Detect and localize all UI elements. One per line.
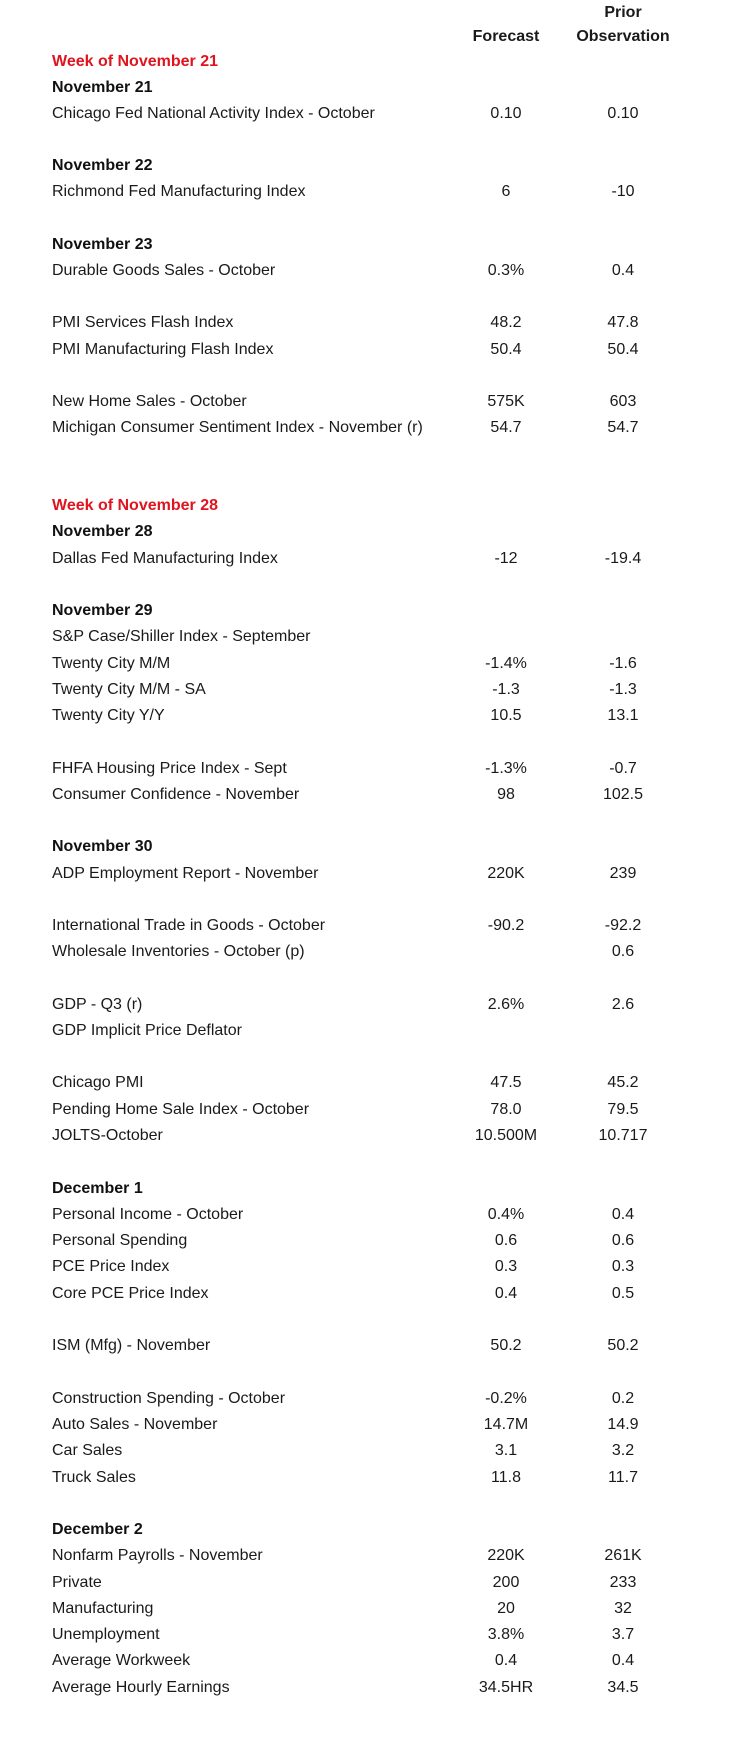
prior-value: 0.6 [611, 1232, 635, 1249]
prior-value: -1.6 [609, 655, 637, 672]
indicator-label: Chicago Fed National Activity Index - October [52, 105, 375, 122]
forecast-value: -12 [494, 550, 518, 567]
date-heading-label: December 1 [52, 1180, 143, 1197]
indicator-row-twenty-city-m-m [0, 655, 731, 679]
indicator-label: Twenty City M/M - SA [52, 681, 206, 698]
indicator-label: Consumer Confidence - November [52, 786, 300, 803]
week-heading-label: Week of November 28 [52, 497, 218, 514]
indicator-label: New Home Sales - October [52, 393, 247, 410]
prior-value: 2.6 [611, 996, 635, 1013]
date-heading-label: November 28 [52, 523, 153, 540]
week-heading-week-of-november-21 [0, 53, 731, 77]
indicator-row-nonfarm-payrolls-november [0, 1547, 731, 1571]
prior-value: 11.7 [608, 1469, 638, 1486]
forecast-value: 6 [501, 183, 511, 200]
prior-value: 0.2 [611, 1390, 635, 1407]
prior-column-header-line1: Prior [604, 4, 642, 21]
date-heading-label: November 22 [52, 157, 153, 174]
date-heading-november-29 [0, 602, 731, 626]
indicator-row-average-workweek [0, 1652, 731, 1676]
indicator-row-international-trade-in-goods-october [0, 917, 731, 941]
prior-value: 603 [609, 393, 637, 410]
indicator-row-jolts-october [0, 1127, 731, 1151]
indicator-label: Chicago PMI [52, 1074, 144, 1091]
forecast-value: 0.4% [487, 1206, 525, 1223]
indicator-label: Core PCE Price Index [52, 1285, 209, 1302]
prior-value: 50.4 [607, 341, 639, 358]
prior-value: -92.2 [604, 917, 642, 934]
indicator-label: ISM (Mfg) - November [52, 1337, 211, 1354]
indicator-row-consumer-confidence-november [0, 786, 731, 810]
prior-value: -0.7 [609, 760, 637, 777]
prior-value: 34.5 [607, 1679, 639, 1696]
forecast-value: 10.500M [474, 1127, 538, 1144]
prior-value: -19.4 [604, 550, 642, 567]
date-heading-november-21 [0, 79, 731, 103]
date-heading-label: November 30 [52, 838, 153, 855]
indicator-row-unemployment [0, 1626, 731, 1650]
date-heading-label: December 2 [52, 1521, 143, 1538]
indicator-row-personal-spending [0, 1232, 731, 1256]
prior-value: 50.2 [607, 1337, 639, 1354]
forecast-value: -0.2% [485, 1390, 527, 1407]
indicator-row-twenty-city-y-y [0, 707, 731, 731]
prior-value: 54.7 [607, 419, 639, 436]
prior-value: 79.5 [607, 1101, 639, 1118]
forecast-value: 0.3% [487, 262, 525, 279]
indicator-row-pmi-manufacturing-flash-index [0, 341, 731, 365]
indicator-row-private [0, 1574, 731, 1598]
prior-value: -10 [611, 183, 635, 200]
date-heading-december-1 [0, 1180, 731, 1204]
indicator-row-new-home-sales-october [0, 393, 731, 417]
indicator-row-auto-sales-november [0, 1416, 731, 1440]
indicator-row-ism-mfg-november [0, 1337, 731, 1361]
indicator-label: JOLTS-October [52, 1127, 163, 1144]
date-heading-november-23 [0, 236, 731, 260]
forecast-value: -1.3 [492, 681, 520, 698]
forecast-value: 0.6 [494, 1232, 518, 1249]
prior-value: 3.2 [611, 1442, 635, 1459]
prior-value: 10.717 [598, 1127, 648, 1144]
indicator-label: PMI Services Flash Index [52, 314, 234, 331]
indicator-label: Michigan Consumer Sentiment Index - November (r) [52, 419, 423, 436]
indicator-row-pmi-services-flash-index [0, 314, 731, 338]
forecast-value: 220K [487, 1547, 525, 1564]
prior-value: 102.5 [602, 786, 644, 803]
forecast-value: 0.4 [494, 1652, 518, 1669]
forecast-value: -1.3% [485, 760, 527, 777]
indicator-label: Durable Goods Sales - October [52, 262, 276, 279]
indicator-label: Twenty City Y/Y [52, 707, 165, 724]
prior-value: 45.2 [607, 1074, 639, 1091]
forecast-value: 14.7M [483, 1416, 529, 1433]
forecast-value: 78.0 [490, 1101, 522, 1118]
indicator-label: Auto Sales - November [52, 1416, 218, 1433]
indicator-row-adp-employment-report-november [0, 865, 731, 889]
forecast-value: 200 [492, 1574, 520, 1591]
indicator-label: Private [52, 1574, 102, 1591]
indicator-row-chicago-pmi [0, 1074, 731, 1098]
forecast-value: 3.8% [487, 1626, 525, 1643]
indicator-label: Richmond Fed Manufacturing Index [52, 183, 306, 200]
indicator-row-average-hourly-earnings [0, 1679, 731, 1703]
forecast-value: 34.5HR [478, 1679, 534, 1696]
indicator-label: GDP - Q3 (r) [52, 996, 143, 1013]
indicator-row-chicago-fed-national-activity-index-october [0, 105, 731, 129]
indicator-label: Twenty City M/M [52, 655, 171, 672]
prior-value: 0.10 [607, 105, 639, 122]
indicator-label: International Trade in Goods - October [52, 917, 326, 934]
indicator-label: Manufacturing [52, 1600, 154, 1617]
prior-value: 32 [614, 1600, 632, 1617]
indicator-row-wholesale-inventories-october-p [0, 943, 731, 967]
forecast-value: 50.4 [490, 341, 522, 358]
indicator-row-personal-income-october [0, 1206, 731, 1230]
indicator-label: Unemployment [52, 1626, 160, 1643]
forecast-value: 0.4 [494, 1285, 518, 1302]
indicator-row-construction-spending-october [0, 1390, 731, 1414]
prior-value: 233 [609, 1574, 637, 1591]
date-heading-december-2 [0, 1521, 731, 1545]
indicator-label: Wholesale Inventories - October (p) [52, 943, 305, 960]
indicator-label: FHFA Housing Price Index - Sept [52, 760, 287, 777]
prior-value: 47.8 [607, 314, 639, 331]
indicator-label: Car Sales [52, 1442, 123, 1459]
indicator-label: Construction Spending - October [52, 1390, 286, 1407]
forecast-value: 98 [497, 786, 515, 803]
indicator-row-gdp-implicit-price-deflator [0, 1022, 731, 1046]
forecast-value: -90.2 [487, 917, 525, 934]
prior-value: 3.7 [611, 1626, 635, 1643]
indicator-label: PMI Manufacturing Flash Index [52, 341, 274, 358]
prior-value: 0.4 [611, 1206, 635, 1223]
indicator-label: ADP Employment Report - November [52, 865, 319, 882]
date-heading-label: November 29 [52, 602, 153, 619]
prior-column-header-line2: Observation [576, 28, 670, 45]
week-heading-label: Week of November 21 [52, 53, 218, 70]
forecast-value: -1.4% [485, 655, 527, 672]
forecast-value: 2.6% [487, 996, 525, 1013]
prior-value: 261K [604, 1547, 642, 1564]
indicator-label: Nonfarm Payrolls - November [52, 1547, 263, 1564]
indicator-row-pending-home-sale-index-october [0, 1101, 731, 1125]
prior-value: 0.4 [611, 262, 635, 279]
indicator-label: Truck Sales [52, 1469, 136, 1486]
indicator-row-fhfa-housing-price-index-sept [0, 760, 731, 784]
date-heading-november-30 [0, 838, 731, 862]
forecast-value: 0.3 [494, 1258, 518, 1275]
indicator-label: Personal Spending [52, 1232, 188, 1249]
indicator-row-manufacturing [0, 1600, 731, 1624]
prior-value: 239 [609, 865, 637, 882]
forecast-column-header: Forecast [472, 28, 540, 45]
indicator-row-richmond-fed-manufacturing-index [0, 183, 731, 207]
indicator-label: Pending Home Sale Index - October [52, 1101, 310, 1118]
forecast-value: 10.5 [490, 707, 522, 724]
indicator-label: Personal Income - October [52, 1206, 244, 1223]
prior-value: 0.3 [611, 1258, 635, 1275]
prior-value: 0.6 [611, 943, 635, 960]
prior-value: 13.1 [607, 707, 639, 724]
indicator-label: Average Workweek [52, 1652, 191, 1669]
indicator-row-durable-goods-sales-october [0, 262, 731, 286]
indicator-row-core-pce-price-index [0, 1285, 731, 1309]
date-heading-label: November 21 [52, 79, 153, 96]
forecast-value: 11.8 [491, 1469, 521, 1486]
indicator-label: PCE Price Index [52, 1258, 170, 1275]
indicator-label: S&P Case/Shiller Index - September [52, 628, 311, 645]
forecast-value: 54.7 [490, 419, 522, 436]
date-heading-label: November 23 [52, 236, 153, 253]
forecast-value: 50.2 [490, 1337, 522, 1354]
prior-value: 14.9 [607, 1416, 639, 1433]
prior-value: -1.3 [609, 681, 637, 698]
indicator-label: Average Hourly Earnings [52, 1679, 230, 1696]
indicator-row-s-p-case-shiller-index-september [0, 628, 731, 652]
indicator-label: Dallas Fed Manufacturing Index [52, 550, 278, 567]
indicator-row-pce-price-index [0, 1258, 731, 1282]
forecast-value: 220K [487, 865, 525, 882]
indicator-row-twenty-city-m-m-sa [0, 681, 731, 705]
prior-value: 0.5 [611, 1285, 635, 1302]
indicator-row-dallas-fed-manufacturing-index [0, 550, 731, 574]
date-heading-november-22 [0, 157, 731, 181]
indicator-row-gdp-q3-r [0, 996, 731, 1020]
prior-value: 0.4 [611, 1652, 635, 1669]
indicator-row-michigan-consumer-sentiment-index-november-r [0, 419, 731, 443]
indicator-label: GDP Implicit Price Deflator [52, 1022, 242, 1039]
indicator-row-car-sales [0, 1442, 731, 1466]
forecast-value: 0.10 [490, 105, 522, 122]
date-heading-november-28 [0, 523, 731, 547]
forecast-value: 47.5 [490, 1074, 522, 1091]
forecast-value: 575K [487, 393, 525, 410]
forecast-value: 3.1 [494, 1442, 518, 1459]
forecast-value: 20 [497, 1600, 515, 1617]
indicator-row-truck-sales [0, 1469, 731, 1493]
forecast-value: 48.2 [490, 314, 522, 331]
week-heading-week-of-november-28 [0, 497, 731, 521]
